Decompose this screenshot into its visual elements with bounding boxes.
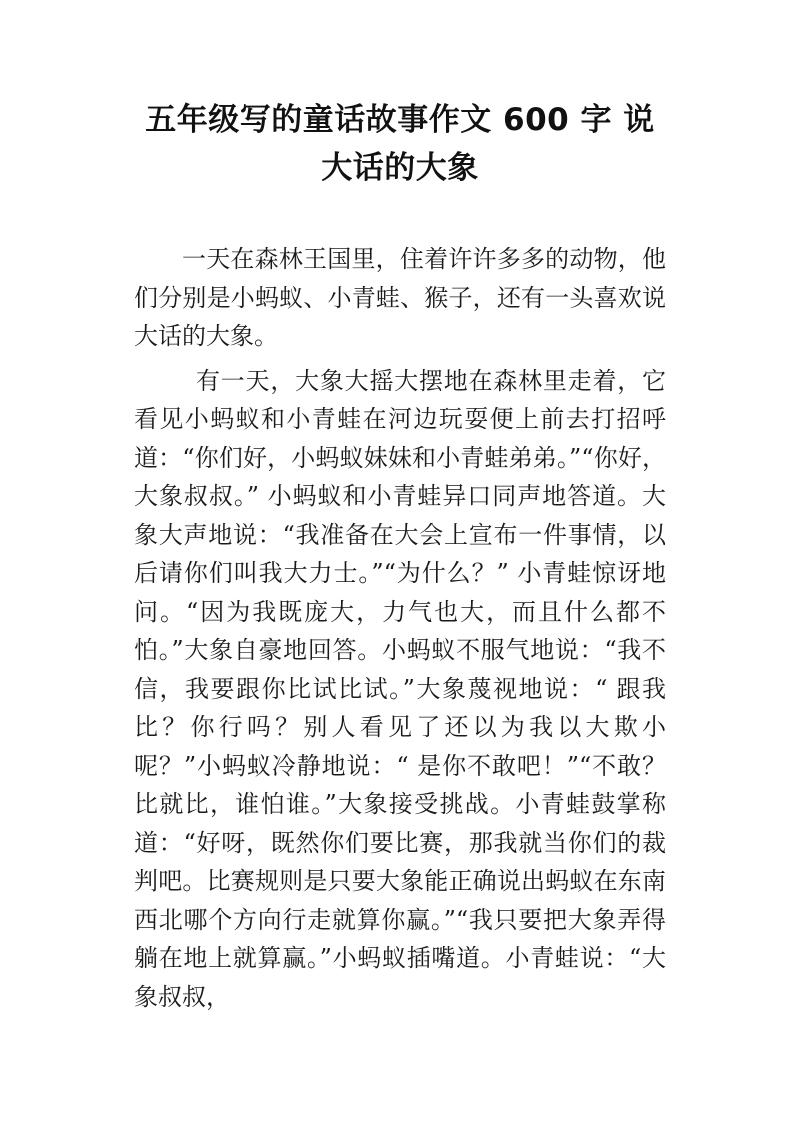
paragraph-1: 一天在森林王国里，住着许许多多的动物，他们分别是小蚂蚁、小青蛙、猴子，还有一头喜欢说大话的大象。 <box>134 245 666 350</box>
document-body <box>134 240 666 1022</box>
document-title: 五年级写的童话故事作文 600 字 说大话的大象 <box>145 102 655 186</box>
paragraph-2: 有一天，大象大摇大摆地在森林里走着，它看见小蚂蚁和小青蛙在河边玩耍便上前去打招呼道：“你们好，小蚂蚁妹妹和小青蛙弟弟。”“你好，大象叔叔。” 小蚂蚁和小青蛙异口同声地答道。大象大声地说：“我准备在大会上宣布一件事情，以后请你们叫我大力士。”“为什么？” 小青蛙惊讶地问。“因为我既庞大，力气也大，而且什么都不怕。”大象自豪地回答。小蚂蚁不服气地说：“我不信，我要跟你比试比试。”大象蔑视地说：“ 跟我比？你行吗？别人看见了还以为我以大欺小呢？”小蚂蚁冷静地说：“ 是你不敢吧！”“不敢？比就比，谁怕谁。”大象接受挑战。小青蛙鼓掌称道：“好呀，既然你们要比赛，那我就当你们的裁判吧。比赛规则是只要大象能正确说出蚂蚁在东南西北哪个方向行走就算你赢。”“我只要把大象弄得躺在地上就算赢。”小蚂蚁插嘴道。小青蛙说：“大象叔叔， <box>134 366 666 1011</box>
